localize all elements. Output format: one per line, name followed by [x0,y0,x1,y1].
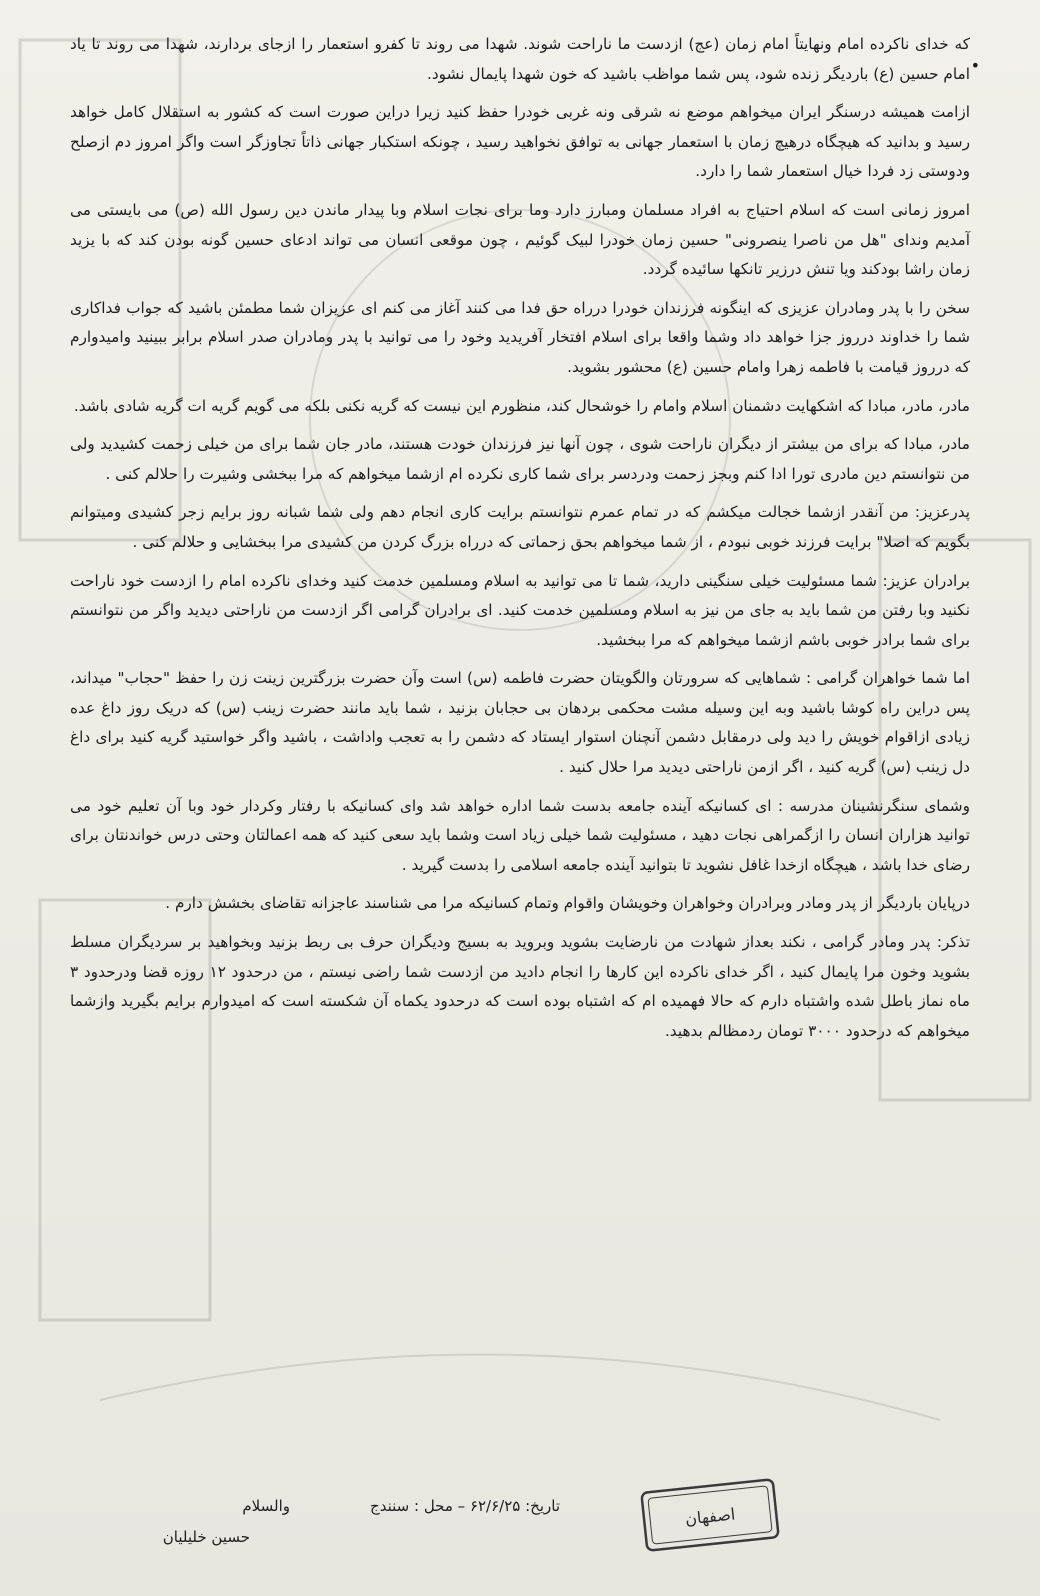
signature-name: حسین خلیلیان [162,1528,250,1546]
bullet-mark: • [970,56,980,75]
date-location-line: تاریخ: ۶۲/۶/۲۵ – محل : سنندج [370,1497,560,1515]
stamp-text: اصفهان [684,1504,737,1529]
closing-salutation: والسلام [242,1497,290,1515]
letter-body [70,30,970,1046]
paragraph-intro: که خدای ناکرده امام ونهایتاً امام زمان (عج) ازدست ما ناراحت شوند. شهدا می روند تا کفرو استعمار را ازجای بردارند، شهدا می روند تا یاد امام حسین (ع) باردیگر زنده شود، پس شما مواظب باشید که خون شهدا پایمال نشود. [70,35,970,83]
ink-stamp [637,1473,784,1557]
paragraph-note: تذکر: پدر ومادر گرامی ، نکند بعداز شهادت من نارضایت بشوید وبروید به بسیج ودیگران حرف بی ربط بزنید وبخواهید بر سردیگران مسلط بشوید وخون مرا پایمال کنید ، اگر خدای ناکرده این کارها را انجام دادید من ازدست شما راضی نیستم ، من درحدود ۱۲ روزه قضا ودرحدود ۳ ماه نماز باطل شده واشتباه دارم که حالا فهمیده ام که اشتباه بوده است که درحدود یکماه آن شکسته است که امیدوارم برایم بگیرید وازشما میخواهم که درحدود ۳۰۰۰ تومان ردمظالم بدهید. [70,933,970,1040]
paragraph-nation: ازامت همیشه درسنگر ایران میخواهم موضع نه شرقی ونه غربی خودرا حفظ کنید زیرا دراین صورت است که کشور به استقلال کامل خواهد رسید و بدانید که هیچگاه درهیچ زمان با استعمار جهانی به توافق نخواهید رسید ، چونکه استکبار جهانی ذاتاً تجاوزگر است واگر امروز دم ازصلح ودوستی زد فردا خیال استعمار شما را دارد. [70,103,970,181]
paragraph-father: پدرعزیز: من آنقدر ازشما خجالت میکشم که در تمام عمرم نتوانستم برایت کاری انجام دهم ولی شما شبانه روز برایم زجر کشیدی ومیتوانم بگویم که اصلا" برایت فرزند خوبی نبودم ، از شما میخواهم بحق زحماتی که درراه بزرگ کردن من کشیدی مرا ببخشایی و حلالم کنی . [70,503,970,551]
paragraph-brothers: برادران عزیز: شما مسئولیت خیلی سنگینی دارید، شما تا می توانید به اسلام ومسلمین خدمت کنید وخدای ناکرده امام را ازدست خود ناراحت نکنید وبا رفتن من شما باید به جای من نیز به اسلام ومسلمین خدمت کنید. ای برادران گرامی اگر ازدست من ناراحتی دیدید واگر من نتوانستم برای شما برادر خوبی باشم ازشما میخواهم که مرا ببخشید. [70,571,970,649]
paragraph-mother-2: مادر، مبادا که برای من بیشتر از دیگران ناراحت شوی ، چون آنها نیز فرزندان خودت هستند، مادر جان شما برای من خیلی زحمت کشیدید ولی من نتوانستم دین مادری تورا ادا کنم وبجز زحمت ودردسر برای شما کاری نکرده ام ازشما میخواهم که مرا ببخشی وشیرت را حلالم کنی . [70,435,970,483]
paragraph-sisters: اما شما خواهران گرامی : شماهایی که سرورتان والگویتان حضرت فاطمه (س) است وآن حضرت بزرگترین زینت زن را حفظ "حجاب" میداند، پس دراین راه کوشا باشید وبه این وسیله مشت محکمی بردهان بی حجابان بزنید ، شما باید مانند حضرت زینب (س) که دریک روز داغ عده زیادی ازاقوام خویش را دید ولی درمقابل دشمن آنچنان استوار ایستاد که دشمن را به تعجب واداشت ، باشید واگر خواستید گریه کنید برای داغ دل زینب (س) گریه کنید ، اگر ازمن ناراحتی دیدید مرا حلال کنید . [70,669,970,777]
paragraph-closing-request: درپایان باردیگر از پدر ومادر وبرادران وخواهران وخویشان واقوام وتمام کسانیکه مرا می شناسند عاجزانه تقاضای بخشش دارم . [165,894,970,913]
paragraph-parents: سخن را با پدر ومادران عزیزی که اینگونه فرزندان خودرا درراه حق فدا می کنند آغاز می کنم ای عزیزان شما مطمئن باشید که جواب فداکاری شما را خداوند درروز جزا خواهد داد وشما واقعا برای اسلام افتخار آفریدید وخود را می توانید با پدر ومادران صدر اسلام برابر ببینید وامیدوارم که درروز قیامت با فاطمه زهرا وامام حسین (ع) محشور بشوید. [70,298,970,376]
paragraph-students: وشمای سنگرنشینان مدرسه : ای کسانیکه آینده جامعه بدست شما اداره خواهد شد وای کسانیکه با رفتار وکردار خود وبا آن تعلیم خود می توانید هزاران انسان را ازگمراهی نجات دهید ، مسئولیت شما خیلی زیاد است وشما باید سعی کنید که همه اعمالتان وحتی درس خواندنتان برای رضای خدا باشد ، هیچگاه ازخدا غافل نشوید تا بتوانید آینده جامعه اسلامی را بدست گیرید . [70,796,970,874]
paragraph-mother-1: مادر، مادر، مبادا که اشکهایت دشمنان اسلام وامام را خوشحال کند، منظورم این نیست که گریه نکنی بلکه می گویم گریه ات گریه شادی باشد. [73,396,970,415]
paragraph-islam: امروز زمانی است که اسلام احتیاج به افراد مسلمان ومبارز دارد وما برای نجات اسلام وبا پیدار ماندن دین رسول الله (ص) می بایستی می آمدیم وندای "هل من ناصرا ینصرونی" حسین زمان خودرا لبیک گوئیم ، چون موقعی انسان می تواند ادعای حسین گونه بودن کند که با یزید زمان راشا بودکند ویا تنش درزیر تانکها سائیده گردد. [70,200,970,279]
